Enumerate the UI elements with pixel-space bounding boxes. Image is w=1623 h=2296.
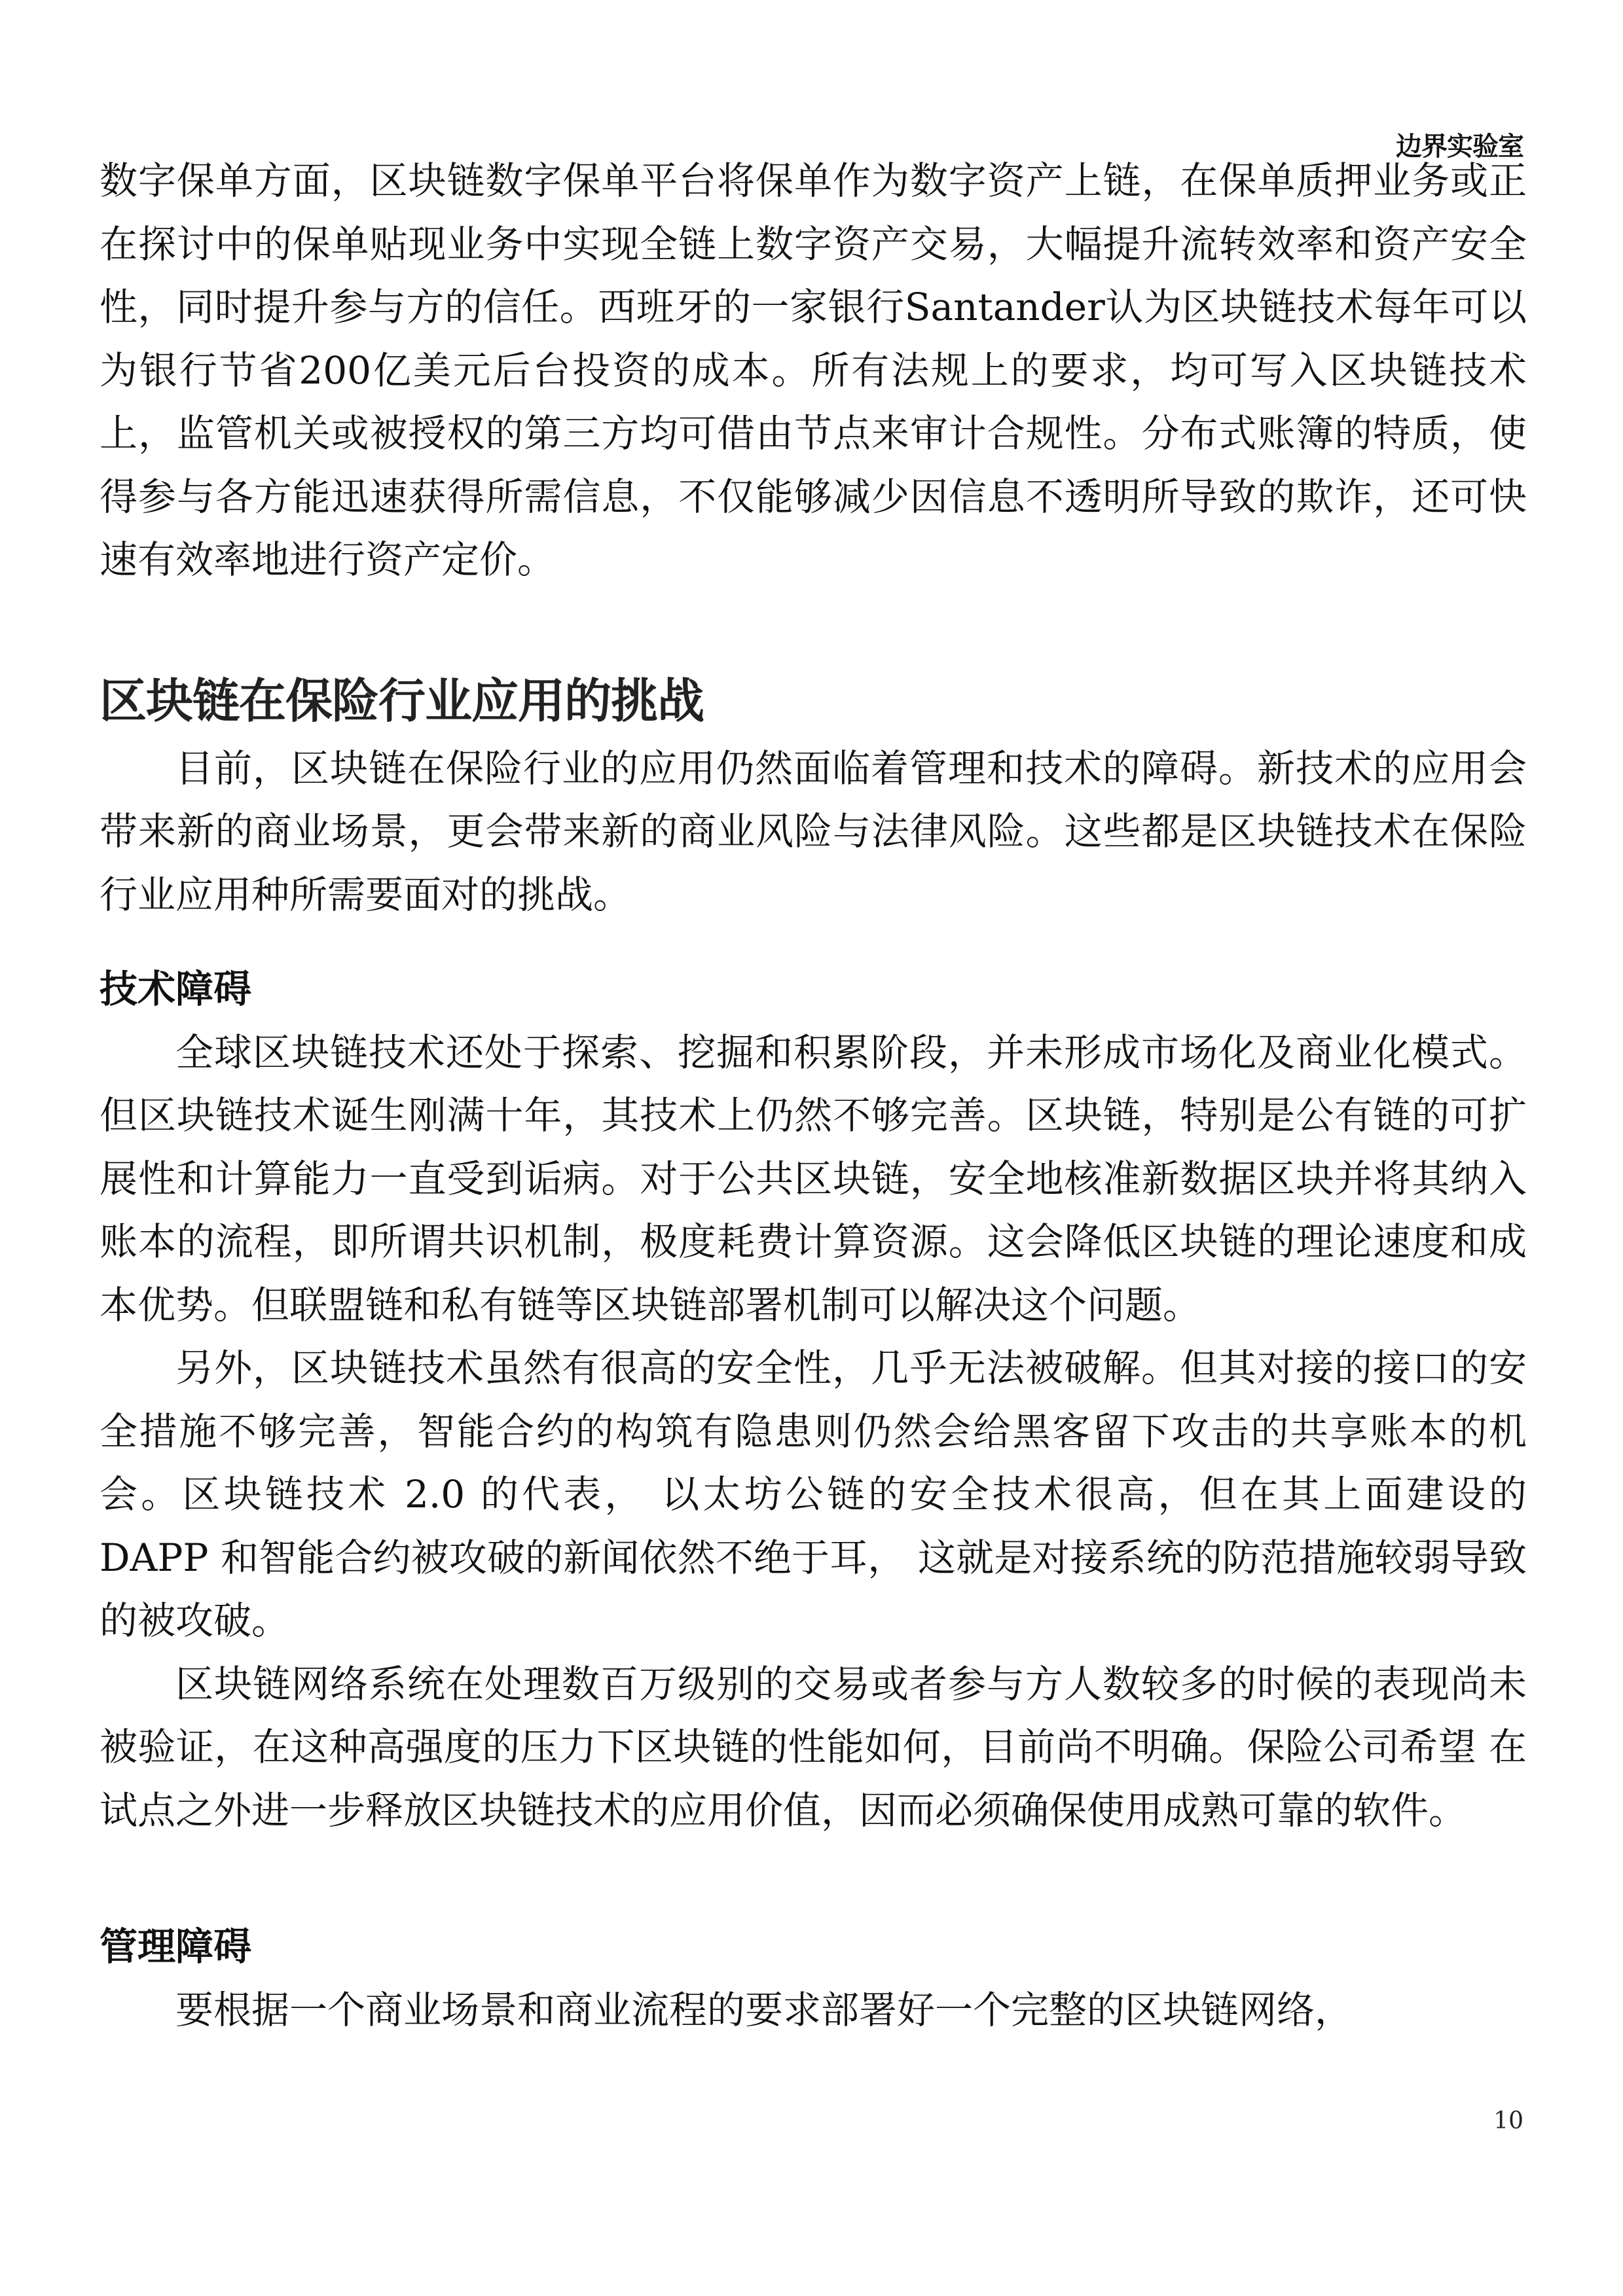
tech-paragraph-3: 区块链网络系统在处理数百万级别的交易或者参与方人数较多的时候的表现尚未被验证，在这种高强度的压力下区块链的性能如何，目前尚不明确。保险公司希望 在试点之外进一步释放区块链技术的应用价值，因而必须确保使用成熟可靠的软件。 [100,1661,1527,1833]
tech-paragraph-2: 另外，区块链技术虽然有很高的安全性，几乎无法被破解。但其对接的接口的安全措施不够完善，智能合约的构筑有隐患则仍然会给黑客留下攻击的共享账本的机会。区块链技术 2.0 的代表， 以太坊公链的安全技术很高，但在其上面建设的 DAPP 和智能合约被攻破的新闻依然不绝于耳， 这就是对接系统的防范措施较弱导致的被攻破。 [100,1346,1527,1643]
brand-logo: 边界实验室 [1396,132,1523,162]
intro-paragraph: 数字保单方面，区块链数字保单平台将保单作为数字资产上链，在保单质押业务或正在探讨中的保单贴现业务中实现全链上数字资产交易，大幅提升流转效率和资产安全性，同时提升参与方的信任。西班牙的一家银行Santander认为区块链技术每年可以为银行节省200亿美元后台投资的成本。所有法规上的要求，均可写入区块链技术上，监管机关或被授权的第三方均可借由节点来审计合规性。分布式账簿的特质，使得参与各方能迅速获得所需信息，不仅能够减少因信息不透明所导致的欺诈，还可快速有效率地进行资产定价。 [100,158,1527,582]
tech-barrier-heading: 技术障碍 [100,967,252,1011]
page-number: 10 [1493,2108,1523,2134]
page-content [100,149,1527,2041]
section-title: 区块链在保险行业应用的挑战 [100,673,704,728]
challenge-intro-paragraph: 目前，区块链在保险行业的应用仍然面临着管理和技术的障碍。新技术的应用会带来新的商业场景，更会带来新的商业风险与法律风险。这些都是区块链技术在保险行业应用种所需要面对的挑战。 [100,745,1527,917]
tech-paragraph-1: 全球区块链技术还处于探索、挖掘和积累阶段，并未形成市场化及商业化模式。但区块链技术诞生刚满十年，其技术上仍然不够完善。区块链，特别是公有链的可扩展性和计算能力一直受到诟病。对于公共区块链，安全地核准新数据区块并将其纳入账本的流程，即所谓共识机制，极度耗费计算资源。这会降低区块链的理论速度和成本优势。但联盟链和私有链等区块链部署机制可以解决这个问题。 [100,1030,1527,1327]
mgmt-barrier-heading: 管理障碍 [100,1924,252,1969]
mgmt-paragraph-1: 要根据一个商业场景和商业流程的要求部署好一个完整的区块链网络， [175,1987,1353,2032]
